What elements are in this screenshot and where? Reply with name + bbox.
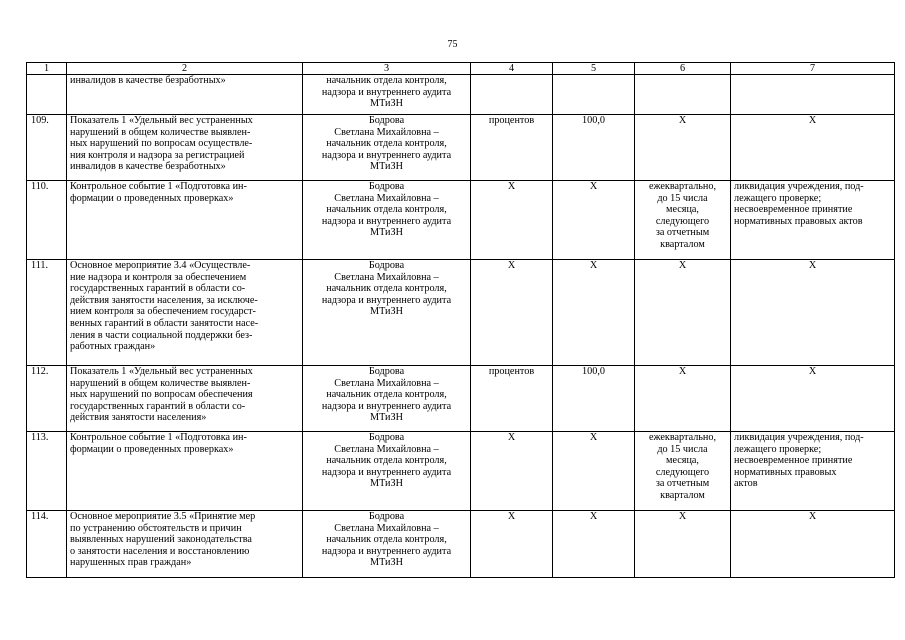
row-responsible: Бодрова Светлана Михайловна – начальник отдела контроля, надзора и внутреннего аудита МТиЗН bbox=[321, 511, 452, 569]
row-responsible: начальник отдела контроля, надзора и внутреннего аудита МТиЗН bbox=[321, 75, 452, 110]
column-header: 2 bbox=[67, 63, 303, 75]
row-risk: Х bbox=[808, 260, 817, 271]
column-header: 4 bbox=[471, 63, 553, 75]
table-row bbox=[27, 75, 895, 115]
row-deadline: ежеквартально, до 15 числа месяца, следующего за отчетным кварталом bbox=[648, 432, 717, 501]
row-responsible: Бодрова Светлана Михайловна – начальник отдела контроля, надзора и внутреннего аудита МТиЗН bbox=[321, 366, 452, 424]
row-value: 100,0 bbox=[553, 366, 635, 432]
table-header-row bbox=[27, 63, 895, 75]
column-header: 5 bbox=[553, 63, 635, 75]
row-unit: процентов bbox=[471, 115, 553, 181]
row-responsible: Бодрова Светлана Михайловна – начальник отдела контроля, надзора и внутреннего аудита МТиЗН bbox=[321, 115, 452, 173]
row-value: Х bbox=[553, 432, 635, 511]
row-deadline: Х bbox=[678, 366, 687, 377]
column-header: 7 bbox=[731, 63, 895, 75]
row-unit: процентов bbox=[471, 366, 553, 432]
row-unit: Х bbox=[471, 511, 553, 578]
row-name: Контрольное событие 1 «Подготовка ин- формации о проведенных проверках» bbox=[70, 181, 247, 204]
row-number: 114. bbox=[27, 511, 67, 578]
table-row bbox=[27, 115, 895, 181]
table-row bbox=[27, 260, 895, 366]
page-number: 75 bbox=[447, 39, 458, 50]
row-number: 109. bbox=[27, 115, 67, 181]
table-row bbox=[27, 366, 895, 432]
row-value: Х bbox=[553, 260, 635, 366]
row-name: Показатель 1 «Удельный вес устраненных нарушений в общем количестве выявлен- ных нарушений по вопросам обеспечения государственных гарантий в области со- действия занятости населения» bbox=[70, 366, 253, 424]
table-row bbox=[27, 432, 895, 511]
row-risk: Х bbox=[808, 366, 817, 377]
row-number: 113. bbox=[27, 432, 67, 511]
column-header: 1 bbox=[27, 63, 67, 75]
row-unit: Х bbox=[471, 432, 553, 511]
row-value: 100,0 bbox=[553, 115, 635, 181]
plan-table bbox=[26, 62, 895, 578]
row-responsible: Бодрова Светлана Михайловна – начальник отдела контроля, надзора и внутреннего аудита МТиЗН bbox=[321, 181, 452, 239]
row-unit: Х bbox=[471, 260, 553, 366]
row-risk: ликвидация учреждения, под- лежащего проверке; несвоевременное принятие нормативных правовых актов bbox=[734, 181, 864, 227]
table-row bbox=[27, 511, 895, 578]
row-value: Х bbox=[553, 511, 635, 578]
row-number bbox=[27, 75, 67, 115]
row-deadline: ежеквартально, до 15 числа месяца, следующего за отчетным кварталом bbox=[648, 181, 717, 250]
column-header: 3 bbox=[303, 63, 471, 75]
row-risk: Х bbox=[808, 115, 817, 126]
row-number: 112. bbox=[27, 366, 67, 432]
row-responsible: Бодрова Светлана Михайловна – начальник отдела контроля, надзора и внутреннего аудита МТиЗН bbox=[321, 260, 452, 318]
row-risk: Х bbox=[808, 511, 817, 522]
row-deadline: Х bbox=[678, 511, 687, 522]
row-value bbox=[553, 75, 635, 115]
row-name: Показатель 1 «Удельный вес устраненных нарушений в общем количестве выявлен- ных нарушений по вопросам осуществле- ния контроля и надзора за регистрацией инвалидов в качестве безработных» bbox=[70, 115, 253, 173]
row-unit bbox=[471, 75, 553, 115]
row-risk: ликвидация учреждения, под- лежащего проверке; несвоевременное принятие нормативных правовых актов bbox=[734, 432, 864, 490]
row-number: 111. bbox=[27, 260, 67, 366]
row-unit: Х bbox=[471, 181, 553, 260]
table-row bbox=[27, 181, 895, 260]
row-value: Х bbox=[553, 181, 635, 260]
row-deadline: Х bbox=[678, 115, 687, 126]
row-responsible: Бодрова Светлана Михайловна – начальник отдела контроля, надзора и внутреннего аудита МТиЗН bbox=[321, 432, 452, 490]
row-number: 110. bbox=[27, 181, 67, 260]
row-name: Контрольное событие 1 «Подготовка ин- формации о проведенных проверках» bbox=[70, 432, 247, 455]
row-name: инвалидов в качестве безработных» bbox=[70, 75, 226, 86]
row-deadline: Х bbox=[678, 260, 687, 271]
row-name: Основное мероприятие 3.4 «Осуществле- ние надзора и контроля за обеспечением государственных гарантий в области со- действия занятости населения, за исключе- нием контроля за обеспечением государст- венных гарантий в области занятости насе- ления в части социальной поддержки без- работных граждан» bbox=[70, 260, 259, 353]
row-name: Основное мероприятие 3.5 «Принятие мер по устранению обстоятельств и причин выявленных нарушений законодательства о занятости населения и восстановлению нарушенных прав граждан» bbox=[70, 511, 256, 569]
column-header: 6 bbox=[635, 63, 731, 75]
